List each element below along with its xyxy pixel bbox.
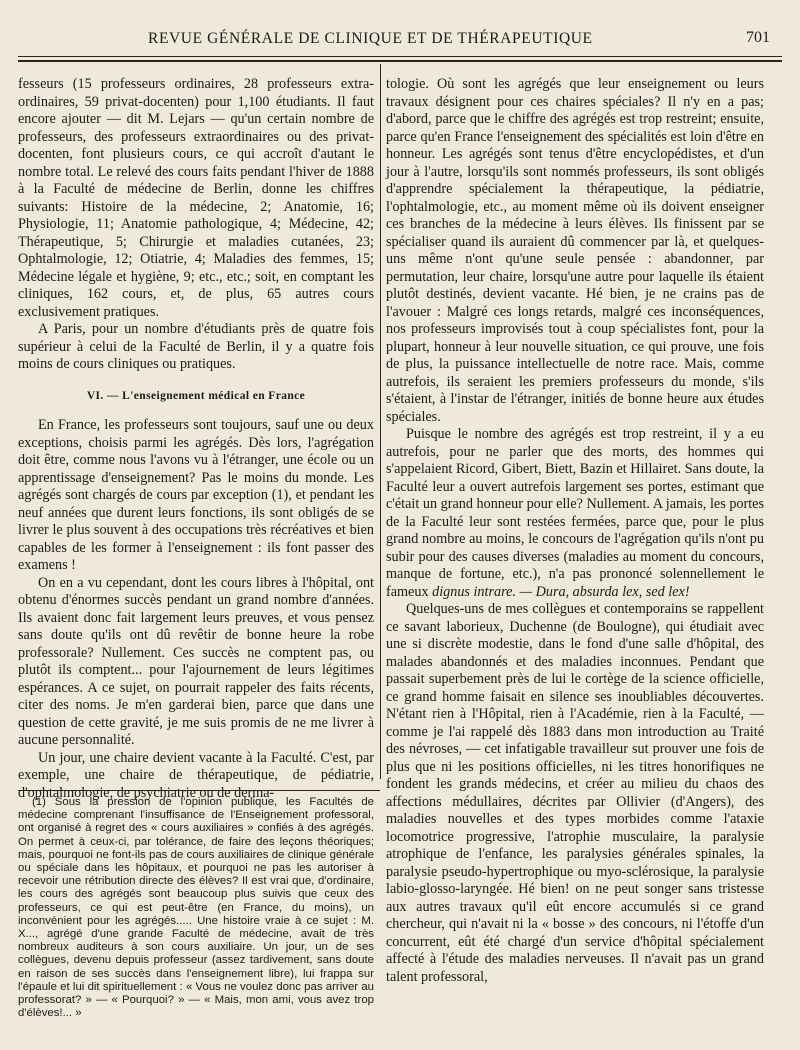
paragraph: Un jour, une chaire devient vacante à la Faculté. C'est, par exemple, une chaire de thérapeutique, de pédiatrie, d'ophtalmologie, de psychiatrie ou de derma- [18,749,374,801]
paragraph: Quelques-uns de mes collègues et contemporains se rappellent ce savant laborieux, Duchenne (de Boulogne), qui étudiait avec une si discrète modestie, dans le fond d'une salle d'hôpital, des malades abandonnés et des maladies inconnues. Pendant que passait superbement près de lui le cortège de la science officielle, ce grand homme faisait en silence ses inoubliables découvertes. N'étant rien à l'Hôpital, rien à l'Académie, rien à la Faculté, — comme je l'ai rappelé dès 1883 dans mon introduction au Traité des névroses, — cet infatigable travailleur sut prouver une fois de plus que ni les positions officielles, ni les titres honorifiques ne fondent les grands médecins, et créer au milieu du chaos des affections médullaires, décrites par Ollivier (d'Angers), des maladies nouvelles et des types morbides comme l'ataxie locomotrice progressive, l'atrophie musculaire, la paralysie atrophique de l'enfance, les paralysies générales spinales, la paralysie pseudo-hypertrophique ou myo-sclérosique, la paralysie labio-glosso-laryngée. Hé bien! on ne peut songer sans tristesse aux autres travaux qu'il eût encore accumulés si ce grand chercheur, qui n'avait ni la « bosse » des concours, ni l'étoffe d'un concurrent, eût été chargé d'un service d'hôpital spécialement affecté à l'étude des maladies nerveuses. Il n'avait pas un grand talent professoral, [386,601,764,985]
right-column [386,76,764,986]
paragraph: tologie. Où sont les agrégés que leur enseignement ou leurs travaux désignent pour ces chaires spéciales? Il n'y en a pas; d'abord, parce que le chiffre des agrégés est trop restreint; ensuite, parce qu'en France l'enseignement des spécialités est loin d'être en honneur. Les agrégés sont tenus d'être encyclopédistes, et d'un jour à l'autre, lorsqu'ils sont nommés professeurs, ils sont obligés d'apprendre spécialement la thérapeutique, la pédiatrie, l'ophtalmologie, etc., au moment même où ils doivent enseigner ces branches de la médecine à leurs élèves. Ils finissent par se spécialiser quand ils auraient dû commencer par là, et quelques-uns même n'ont qu'une seule pensée : abandonner, par permutation, leur chaire, lorsqu'une autre pour laquelle ils étaient plutôt destinés, devient vacante. Hé bien, je ne crains pas de l'avouer : Malgré ces longs retards, malgré ces inconséquences, nos professeurs improvisés tout à coup spécialistes font, pour la plupart, honneur à leur nouvelle situation, ce qui prouve, une fois de plus, la puissance intellectuelle de notre race. Mais, comme autrefois, ils seraient les premiers professeurs du monde, s'ils s'étaient, à l'instar de l'étranger, initiés de bonne heure aux études spéciales. [386,76,764,425]
section-title: L'enseignement médical en France [122,389,306,402]
page-number: 701 [746,29,770,46]
column-divider [380,64,381,779]
header-rule [18,56,782,57]
journal-title: REVUE GÉNÉRALE DE CLINIQUE ET DE THÉRAPEUTIQUE [148,30,593,47]
header-rule-thick [18,60,782,62]
latin-quote: dignus intrare. — Dura, absurda lex, sed lex! [432,583,690,600]
footnote: (1) Sous la pression de l'opinion publique, les Facultés de médecine comprenant l'insuffisance de l'Enseignement professoral, ont organisé à regret des « cours auxiliaires » confiés à des agrégés. On permet à ceux-ci, par tolérance, de faire des leçons théoriques; mais, pourquoi ne font-ils pas de cours auxiliaires de clinique générale ou spéciale dans les hôpitaux, et pourquoi ne pas les autoriser à recevoir une rétribution directe des élèves? Il est vrai que, d'ordinaire, les cours des agrégés sont beaucoup plus suivis que ceux des professeurs, ce qui est peut-être (en France, du moins), un inconvénient pour les agrégés..... Une histoire vraie à ce sujet : M. X..., agrégé d'une grande Faculté de médecine, avait de très nombreux auditeurs à son cours auxiliaire. Un jour, un de ses collègues, devenu depuis professeur (assez tardivement, sans doute en raison de ses succès dans l'enseignement libre), lui frappa sur l'épaule et lui dit spirituellement : « Vous ne voulez donc pas arriver au professorat? » — « Pourquoi? » — « Mais, mon ami, vous avez trop d'élèves!... » [18,796,374,1020]
paragraph: On en a vu cependant, dont les cours libres à l'hôpital, ont obtenu d'énormes succès pendant un grand nombre d'années. Ils avaient donc fait largement leurs preuves, et vous pensez sans doute qu'ils ont dû revêtir de bonne heure la robe professorale? Nullement. Ces succès ne comptent pas, ou plutôt ils comptent... pour l'ajournement de leurs légitimes espérances. A ce sujet, on pourrait rappeler des faits récents, citer des noms. Je m'en garderai bien, parce que dans une question de cette gravité, je me suis promis de ne me livrer à aucune personnalité. [18,574,374,748]
running-header [18,26,782,50]
paragraph: A Paris, pour un nombre d'étudiants près de quatre fois supérieur à celui de la Faculté de Berlin, il y a quatre fois moins de cours cliniques ou pratiques. [18,321,374,372]
section-heading [18,388,374,406]
paragraph [386,426,764,601]
paragraph: En France, les professeurs sont toujours, sauf une ou deux exceptions, choisis parmi les agrégés. Dès lors, l'agrégation doit être, comme nous l'avons vu à l'étranger, une école ou un apprentissage d'enseignement? Pas le moins du monde. Les agrégés sont chargés de cours par exception (1), et pendant les neuf années que durent leurs fonctions, ils sont obligés de se livrer le plus souvent à des occupations très récréatives et bien capables de les former à l'enseignement : ils font passer des examens ! [18,417,374,573]
paragraph: fesseurs (15 professeurs ordinaires, 28 professeurs extra-ordinaires, 59 privat-docenten) pour 1,100 étudiants. Il faut encore ajouter — dit M. Lejars — qu'un certain nombre de professeurs, des professeurs extraordinaires ou des privat-docenten, font plusieurs cours, ce qui accroît d'autant le nombre total. Le relevé des cours faits pendant l'hiver de 1888 à la Faculté de médecine de Berlin, donne les chiffres suivants: Histoire de la médecine, 2; Anatomie, 16; Physiologie, 11; Anatomie pathologique, 4; Médecine, 42; Thérapeutique, 5; Chirurgie et maladies cutanées, 23; Ophtalmologie, 12; Otiatrie, 4; Maladies des femmes, 15; Médecine légale et hygiène, 9; etc., etc.; soit, en comptant les cliniques, 162 cours, et, de plus, 65 autres cours exclusivement pratiques. [18,76,374,320]
left-column [18,76,374,802]
paragraph-text: Puisque le nombre des agrégés est trop restreint, il y a eu autrefois, pour ne parler que des morts, des hommes qui s'appelaient Ricord, Gibert, Biett, Bazin et Hillairet. Sans doute, la Faculté leur a ouvert autrefois largement ses portes, estimant que c'était un grand honneur pour elle? Nullement. A jamais, les portes de la Faculté leur sont restées fermées, parce que, pour le plus grand nombre au moins, le concours de l'agrégation qu'ils n'ont pu subir pour des causes diverses (maladies au moment du concours, manque de fortune, etc.), n'a pas prononcé solennellement le fameux [386,426,764,600]
section-label: VI. — [86,389,119,402]
footnote-rule [18,790,380,791]
